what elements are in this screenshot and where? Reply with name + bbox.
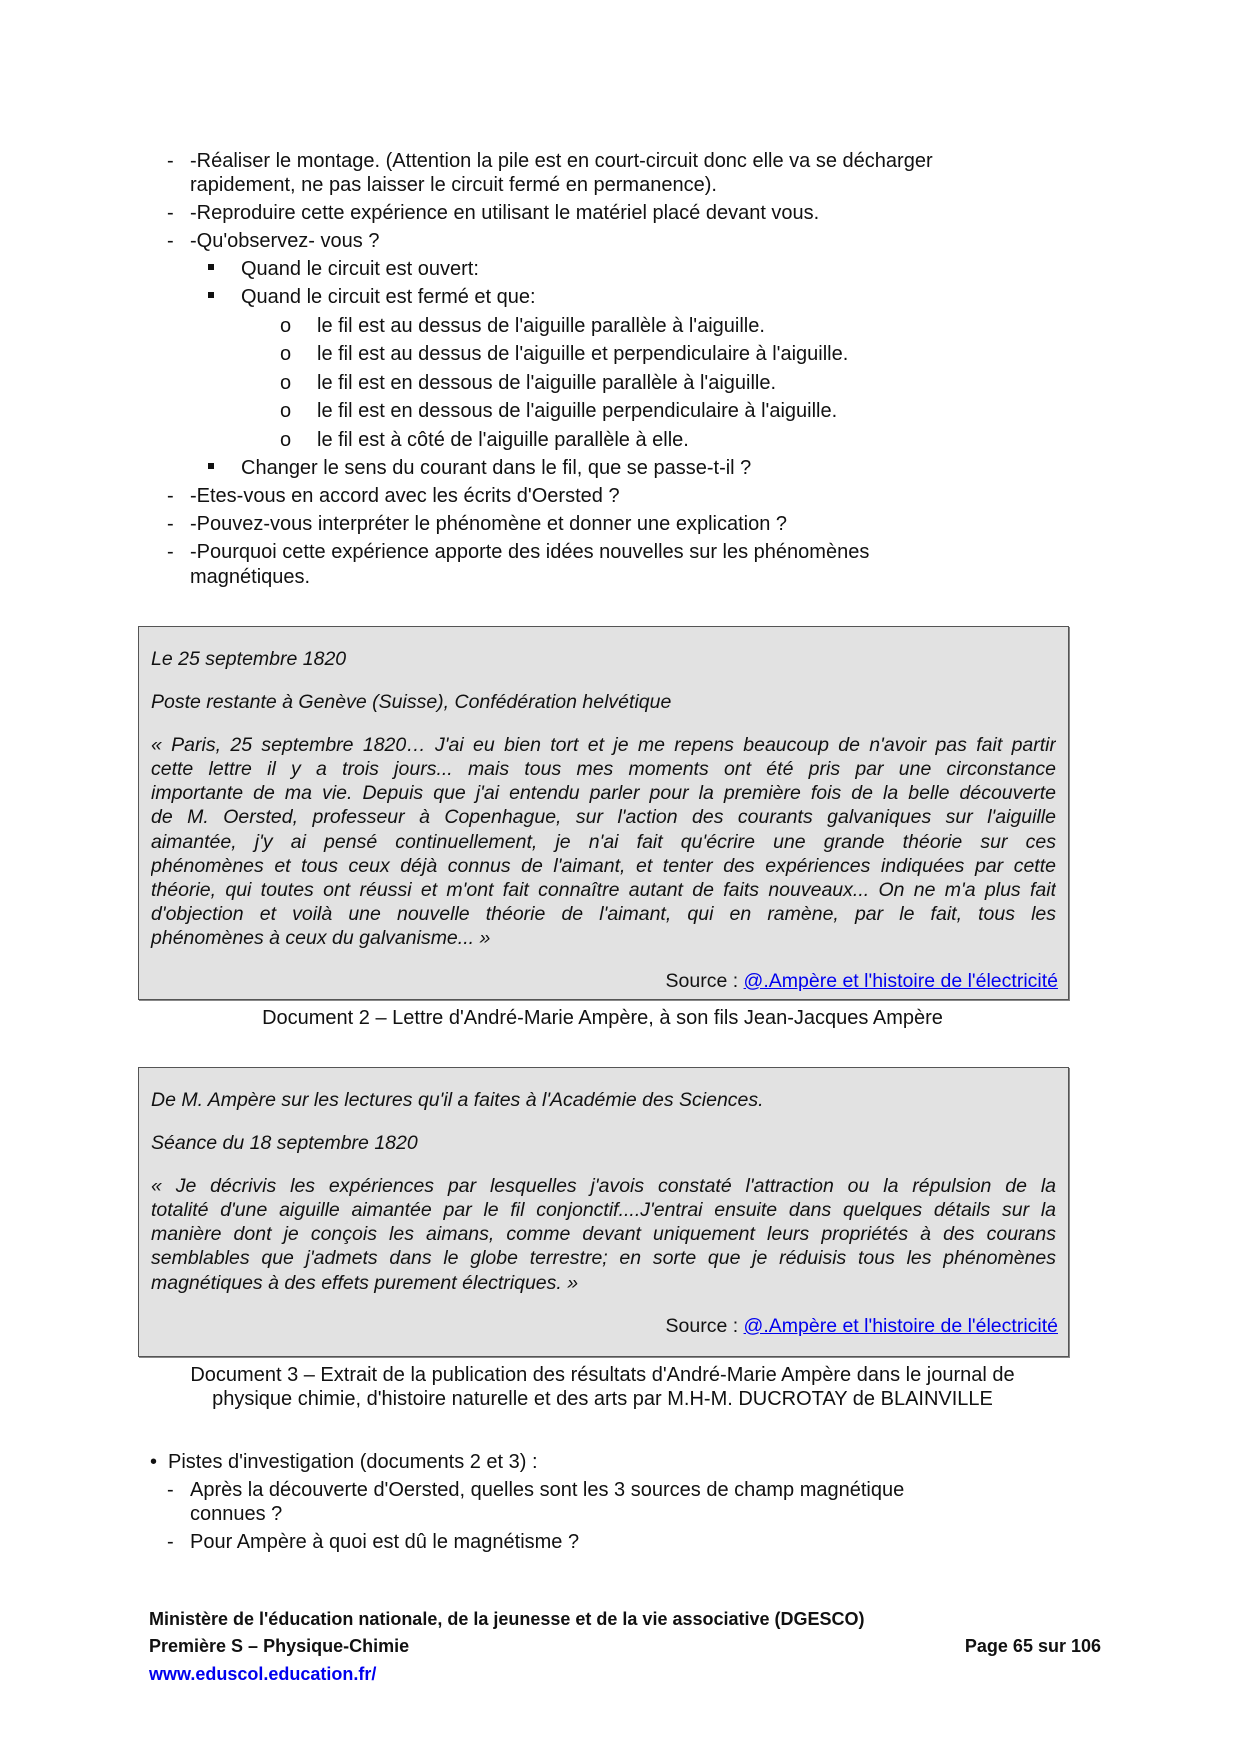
document-3-caption: Document 3 – Extrait de la publication des résultats d'André-Marie Ampère dans le journal de [190, 1364, 1015, 1386]
circle-bullet: o [280, 343, 292, 365]
dash-marker: - [167, 202, 174, 224]
letter-line: de M. Oersted, professeur à Copenhague, sur l'action des courants galvaniques sur l'aiguille [151, 806, 1056, 828]
session-date: Séance du 18 septembre 1820 [151, 1132, 418, 1154]
observation-item: Changer le sens du courant dans le fil, que se passe-t-il ? [241, 457, 752, 479]
source-link[interactable]: @.Ampère et l'histoire de l'électricité [743, 1315, 1058, 1337]
document-2-caption: Document 2 – Lettre d'André-Marie Ampère, à son fils Jean-Jacques Ampère [262, 1007, 943, 1029]
circle-bullet: o [280, 315, 292, 337]
observation-item: Quand le circuit est fermé et que: [241, 286, 536, 308]
question-line: magnétiques. [190, 566, 311, 588]
dash-marker: - [167, 1479, 174, 1501]
source-label: Source : [665, 970, 744, 992]
square-bullet [208, 292, 214, 298]
quote-line: semblables que j'admets dans le globe terrestre; en sorte que je réduisis tous les phénomènes [151, 1247, 1056, 1269]
instruction-line: rapidement, ne pas laisser le circuit fermé en permanence). [190, 174, 717, 196]
square-bullet [208, 264, 214, 270]
letter-line: « Paris, 25 septembre 1820… J'ai eu bien tort et je me repens beaucoup de n'avoir pas fait partir [151, 734, 1056, 756]
page-number: Page 65 sur 106 [964, 1636, 1101, 1656]
letter-line: cette lettre il y a trois jours... mais tous mes moments ont été pris par une circonstance [151, 758, 1056, 780]
sub-case: le fil est en dessous de l'aiguille perpendiculaire à l'aiguille. [317, 400, 838, 422]
quote-line: manière dont je conçois les aimans, comme devant uniquement leurs propriétés à des courans [151, 1223, 1056, 1245]
dash-marker: - [167, 230, 174, 252]
dash-marker: - [167, 485, 174, 507]
instruction-line: -Reproduire cette expérience en utilisant le matériel placé devant vous. [190, 202, 820, 224]
dash-marker: - [167, 541, 174, 563]
letter-line: théorie, qui toutes ont réussi et m'ont fait connaître autant de faits nouveaux... On ne m'a plus fait [151, 879, 1056, 901]
letter-line: phénomènes et tous ceux déjà connus de l'aimant, et tenter des expériences indiquées par cette [151, 855, 1056, 877]
document-3-box [138, 1067, 1069, 1357]
question-line: -Etes-vous en accord avec les écrits d'Oersted ? [190, 485, 620, 507]
dash-marker: - [167, 513, 174, 535]
footer-url-link[interactable]: www.eduscol.education.fr/ [149, 1664, 377, 1684]
letter-line: importante de ma vie. Depuis que j'ai entendu parler pour la première fois de la belle découverte [151, 782, 1056, 804]
observation-item: Quand le circuit est ouvert: [241, 258, 479, 280]
pistes-item: connues ? [190, 1503, 283, 1525]
source-line [666, 969, 1059, 993]
bullet-dot: • [150, 1451, 158, 1473]
sub-case: le fil est au dessus de l'aiguille et perpendiculaire à l'aiguille. [317, 343, 849, 365]
dash-marker: - [167, 150, 174, 172]
quote-line: magnétiques à des effets purement électriques. » [151, 1272, 579, 1294]
circle-bullet: o [280, 372, 292, 394]
question-line: -Pouvez-vous interpréter le phénomène et donner une explication ? [190, 513, 788, 535]
question-line: -Pourquoi cette expérience apporte des idées nouvelles sur les phénomènes [190, 541, 870, 563]
instruction-line: -Qu'observez- vous ? [190, 230, 380, 252]
instruction-line: -Réaliser le montage. (Attention la pile est en court-circuit donc elle va se décharger [190, 150, 933, 172]
document-3-caption: physique chimie, d'histoire naturelle et des arts par M.H-M. DUCROTAY de BLAINVILLE [212, 1388, 993, 1410]
circle-bullet: o [280, 429, 292, 451]
source-link[interactable]: @.Ampère et l'histoire de l'électricité [743, 970, 1058, 992]
pistes-item: Pour Ampère à quoi est dû le magnétisme ? [190, 1531, 580, 1553]
letter-line: d'objection et voilà une nouvelle théorie de l'aimant, qui en ramène, par le fait, tous les [151, 903, 1056, 925]
sub-case: le fil est au dessus de l'aiguille parallèle à l'aiguille. [317, 315, 765, 337]
source-label: Source : [665, 1315, 744, 1337]
publication-title: De M. Ampère sur les lectures qu'il a faites à l'Académie des Sciences. [151, 1089, 764, 1111]
letter-date: Le 25 septembre 1820 [151, 648, 347, 670]
letter-place: Poste restante à Genève (Suisse), Confédération helvétique [151, 691, 672, 713]
source-line [666, 1314, 1059, 1338]
pistes-item: Après la découverte d'Oersted, quelles sont les 3 sources de champ magnétique [190, 1479, 905, 1501]
square-bullet [208, 463, 214, 469]
circle-bullet: o [280, 400, 292, 422]
document-2-box [138, 626, 1069, 1000]
quote-line: « Je décrivis les expériences par lesquelles j'avois constaté l'attraction ou la répulsion de la [151, 1175, 1056, 1197]
footer-ministry: Ministère de l'éducation nationale, de la jeunesse et de la vie associative (DGESCO) [149, 1609, 865, 1629]
dash-marker: - [167, 1531, 174, 1553]
letter-line: aimantée, j'y ai pensé continuellement, je n'ai fait qu'écrire une grande théorie sur ces [151, 831, 1056, 853]
sub-case: le fil est à côté de l'aiguille parallèle à elle. [317, 429, 689, 451]
footer-course: Première S – Physique-Chimie [149, 1636, 410, 1656]
quote-line: totalité d'une aiguille aimantée par le fil conjonctif....J'entrai ensuite dans quelques détails sur la [151, 1199, 1056, 1221]
pistes-heading: Pistes d'investigation (documents 2 et 3) : [168, 1451, 538, 1473]
letter-line: phénomènes à ceux du galvanisme... » [151, 927, 491, 949]
sub-case: le fil est en dessous de l'aiguille parallèle à l'aiguille. [317, 372, 777, 394]
